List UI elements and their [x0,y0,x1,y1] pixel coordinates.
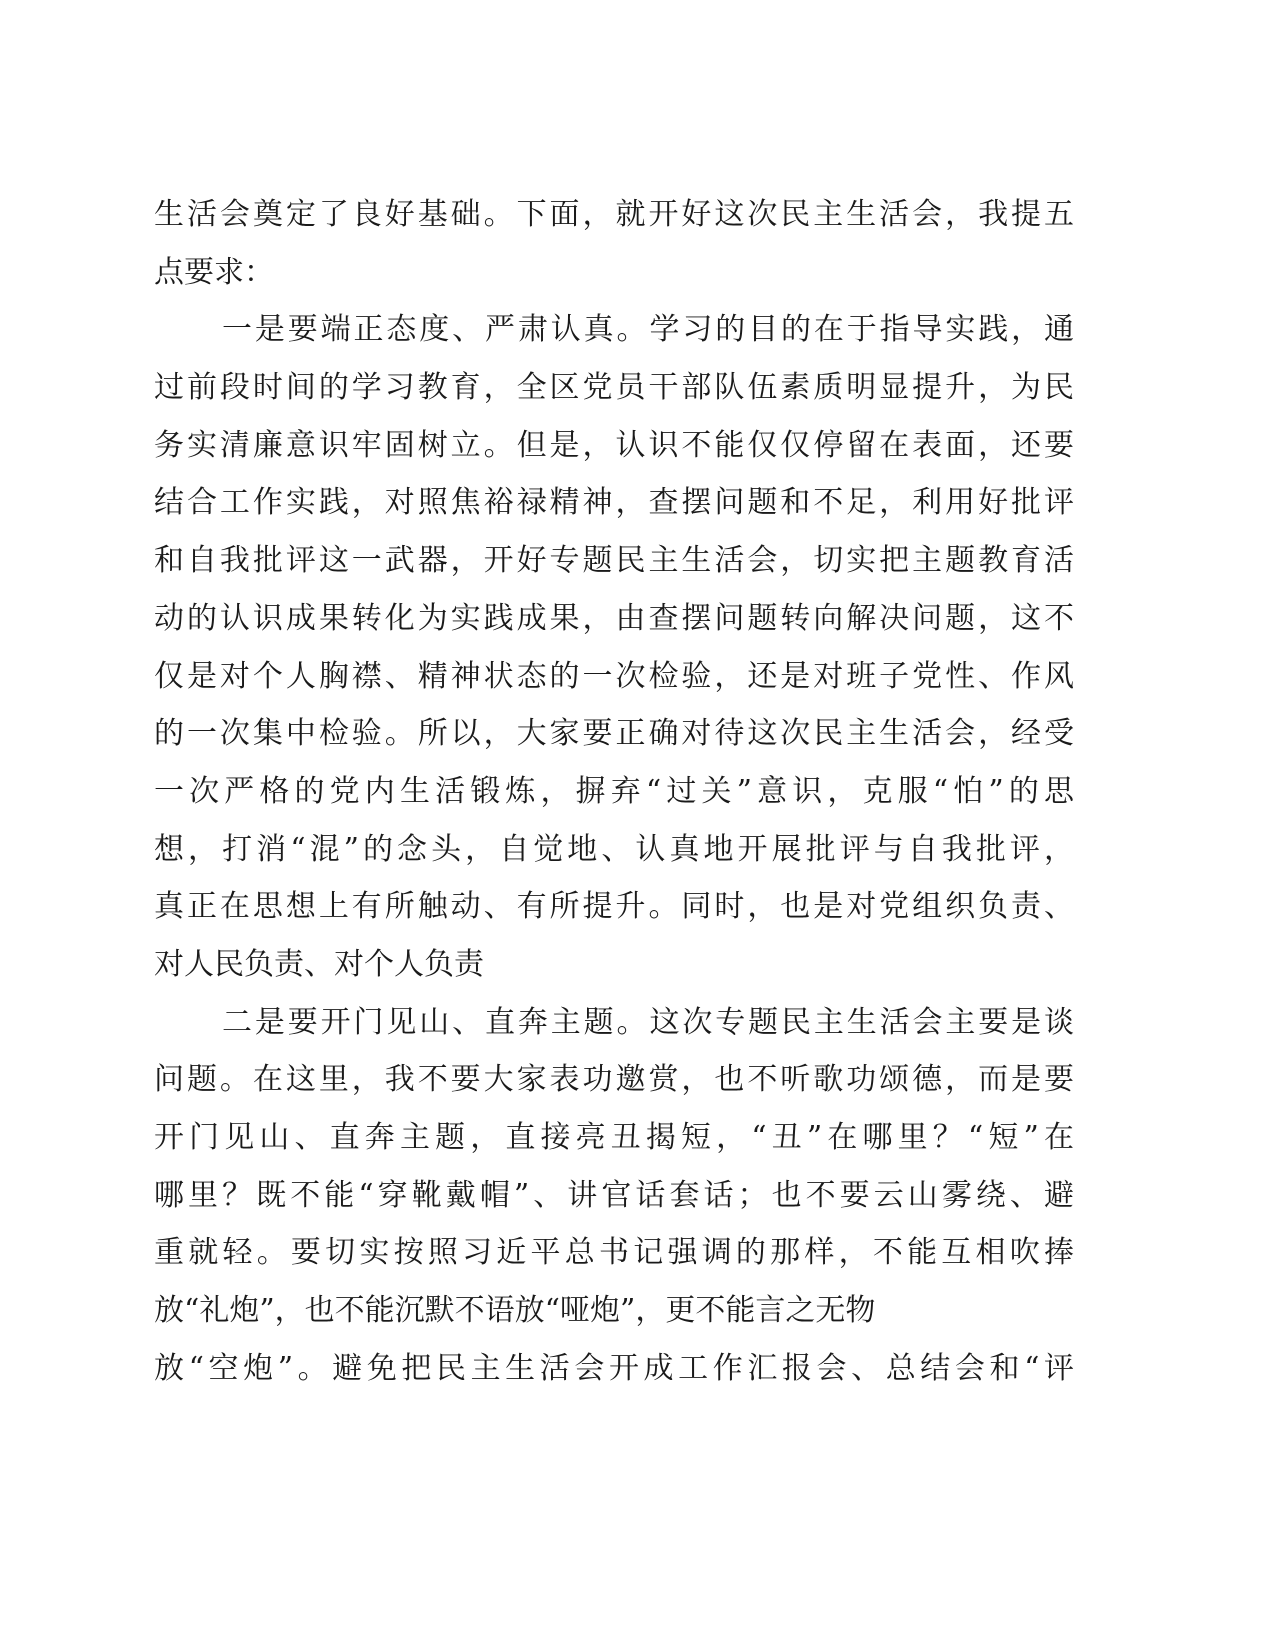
document-body [154,186,1074,1397]
text-line: 结合工作实践，对照焦裕禄精神，查摆问题和不足，利用好批评 [154,485,1074,521]
text-line: 点要求： [154,254,274,290]
text-line: 问题。在这里，我不要大家表功邀赏，也不听歌功颂德，而是要 [154,1062,1074,1098]
text-line: 开门见山、直奔主题，直接亮丑揭短，“丑”在哪里？“短”在 [154,1120,1074,1155]
text-line: 仅是对个人胸襟、精神状态的一次检验，还是对班子党性、作风 [154,658,1074,694]
text-line: 生活会奠定了良好基础。下面，就开好这次民主生活会，我提五 [154,197,1074,232]
text-line: 一次严格的党内生活锻炼，摒弃“过关”意识，克服“怕”的思 [154,773,1074,809]
text-line: 放“空炮”。避免把民主生活会开成工作汇报会、总结会和“评 [154,1350,1074,1386]
text-line: 想，打消“混”的念头，自觉地、认真地开展批评与自我批评， [154,831,1074,867]
text-line: 和自我批评这一武器，开好专题民主生活会，切实把主题教育活 [154,543,1074,579]
text-line: 真正在思想上有所触动、有所提升。同时，也是对党组织负责、 [154,889,1074,925]
text-line: 动的认识成果转化为实践成果，由查摆问题转向解决问题，这不 [154,600,1074,636]
text-line: 重就轻。要切实按照习近平总书记强调的那样，不能互相吹捧 [154,1235,1074,1271]
text-line: 放“礼炮”，也不能沉默不语放“哑炮”，更不能言之无物 [154,1293,876,1329]
text-line: 过前段时间的学习教育，全区党员干部队伍素质明显提升，为民 [154,370,1074,406]
text-line: 一是要端正态度、严肃认真。学习的目的在于指导实践，通 [222,312,1074,348]
text-line: 二是要开门见山、直奔主题。这次专题民主生活会主要是谈 [222,1004,1074,1040]
text-line: 哪里？既不能“穿靴戴帽”、讲官话套话；也不要云山雾绕、避 [154,1177,1074,1213]
text-line: 务实清廉意识牢固树立。但是，认识不能仅仅停留在表面，还要 [154,427,1074,463]
text-line: 对人民负责、对个人负责 [154,946,484,982]
text-line: 的一次集中检验。所以，大家要正确对待这次民主生活会，经受 [154,716,1074,752]
